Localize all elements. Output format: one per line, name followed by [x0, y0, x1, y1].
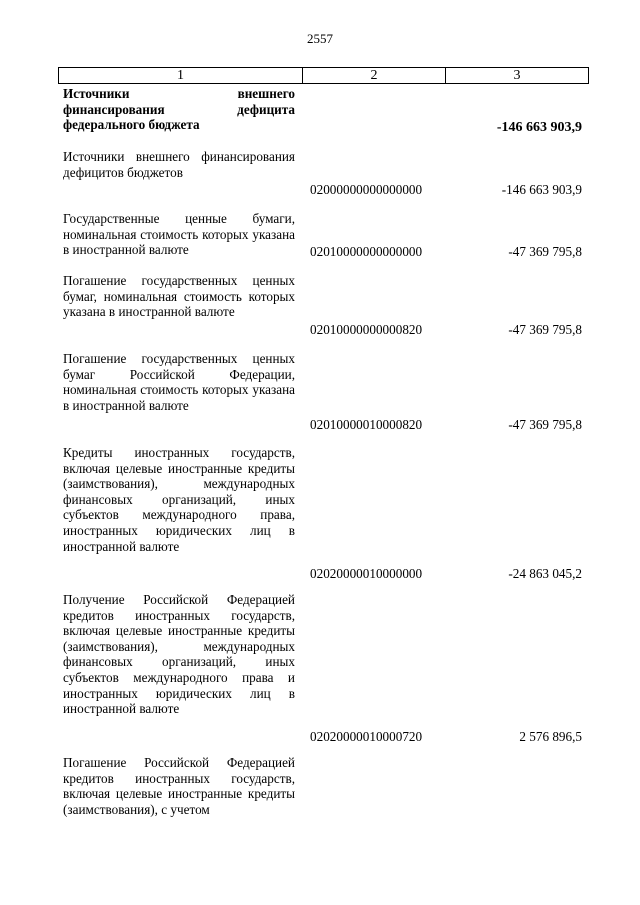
row-code: 02020000010000000	[310, 566, 423, 581]
row-amount: -24 863 045,2	[508, 566, 582, 581]
row-code: 02000000000000000	[310, 182, 423, 197]
row-amount: -47 369 795,8	[508, 244, 582, 259]
table-header	[58, 67, 589, 84]
row-code: 02010000000000000	[310, 244, 423, 259]
column-header-3: 3	[513, 68, 521, 83]
row-description: Получение Российской Федерацией кредитов иностранных государств, включая целевые иностранные кредиты (заимствования), международных финансовых организаций, иных субъектов международного права и иностранных юридических лиц в иностранной валюте	[63, 592, 295, 717]
column-header-2: 2	[303, 68, 446, 83]
row-description: Государственные ценные бумаги, номинальная стоимость которых указана в иностранной валюте	[63, 211, 295, 258]
row-description: Источники внешнего финансирования дефицитов бюджетов	[63, 149, 295, 180]
row-code: 02010000010000820	[310, 417, 423, 432]
row-code: 02010000000000820	[310, 322, 423, 337]
row-amount: -146 663 903,9	[496, 120, 582, 135]
row-code: 02020000010000720	[310, 729, 423, 744]
row-amount: -47 369 795,8	[508, 322, 582, 337]
row-amount: -146 663 903,9	[501, 182, 582, 197]
row-description: Погашение государственных ценных бумаг, номинальная стоимость которых указана в иностранной валюте	[63, 273, 295, 320]
row-amount: -47 369 795,8	[508, 417, 582, 432]
row-description: Кредиты иностранных государств, включая целевые иностранные кредиты (заимствования), международных финансовых организаций, иных субъектов международного права, иностранных юридических лиц в иностранной валюте	[63, 445, 295, 554]
row-description: Погашение государственных ценных бумаг Российской Федерации, номинальная стоимость которых указана в иностранной валюте	[63, 351, 295, 413]
page-number: 2557	[307, 31, 333, 46]
row-amount: 2 576 896,5	[519, 729, 582, 744]
column-header-1: 1	[59, 68, 303, 83]
row-description: Источники внешнего финансирования дефицита федерального бюджета	[63, 86, 295, 133]
row-description: Погашение Российской Федерацией кредитов иностранных государств, включая целевые иностранные кредиты (заимствования), с учетом	[63, 755, 295, 817]
